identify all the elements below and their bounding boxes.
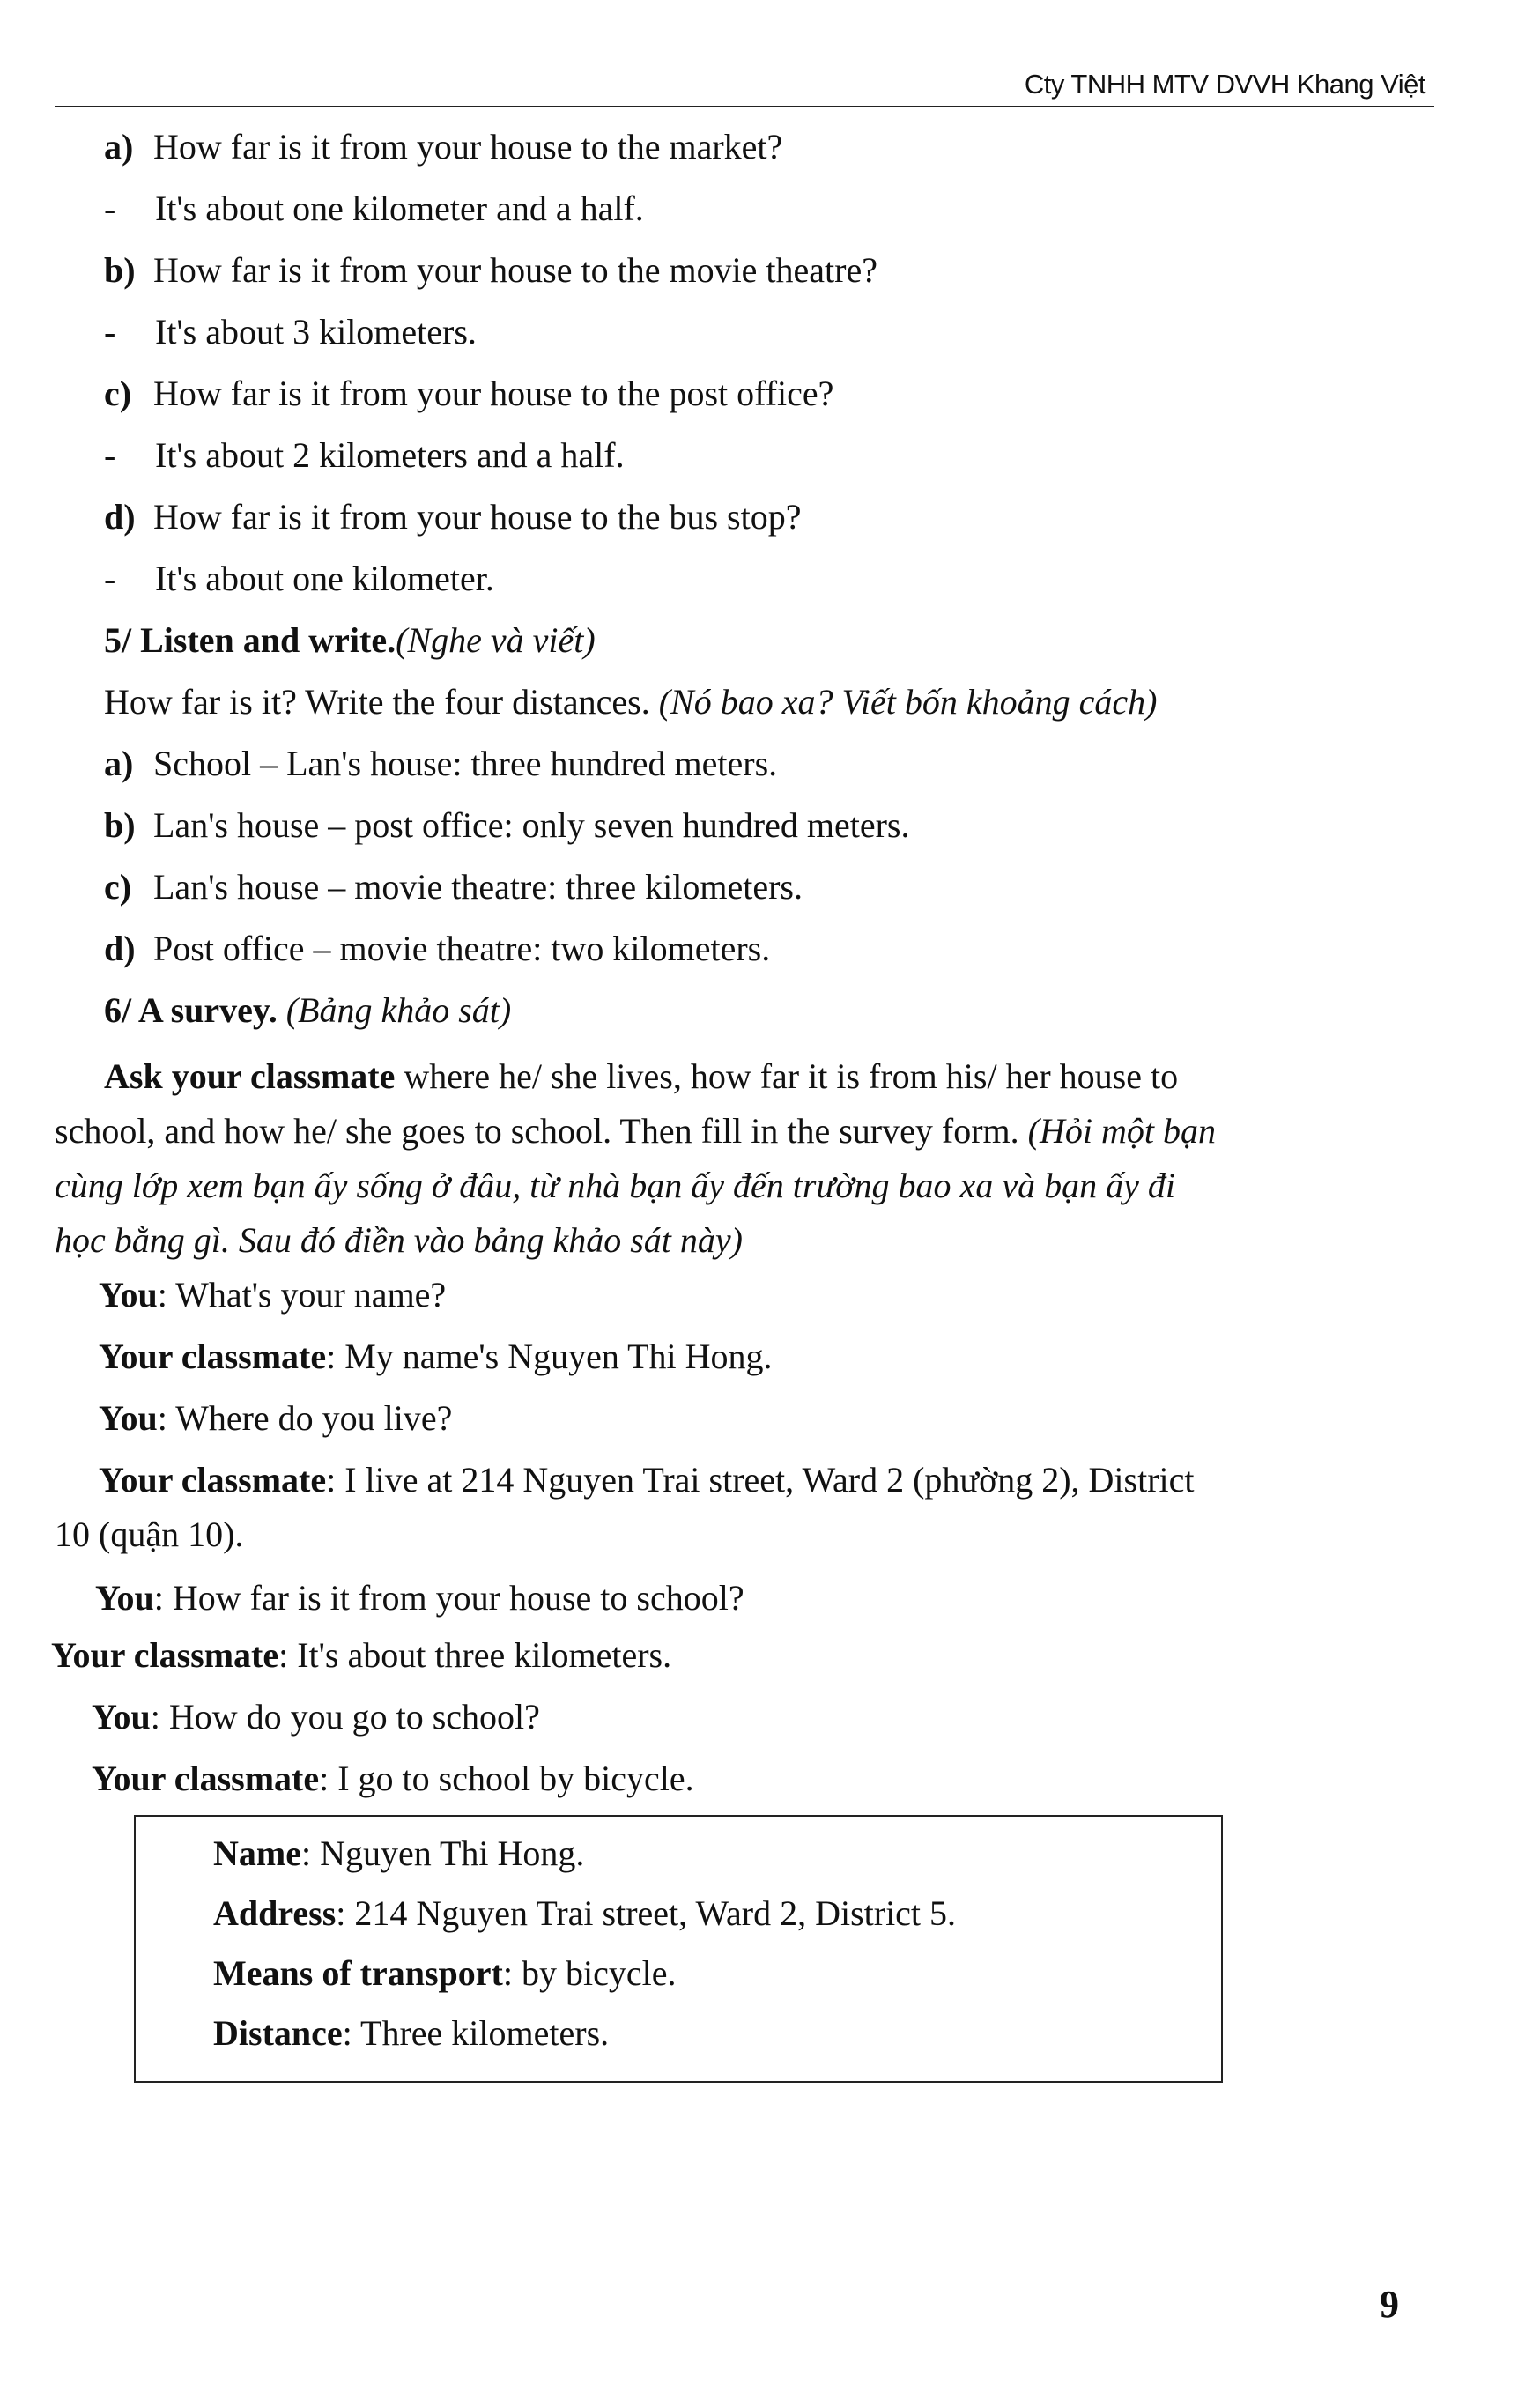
form-name: Name: Nguyen Thi Hong. — [213, 1833, 585, 1873]
dialogue-line-4-cont: 10 (quận 10). — [55, 1515, 244, 1554]
survey-intro-line-4: học bằng gì. Sau đó điền vào bảng khảo sát này) — [55, 1220, 743, 1260]
survey-intro-line-2: school, and how he/ she goes to school. Then fill in the survey form. (Hỏi một bạn — [55, 1111, 1216, 1151]
section-6-heading: 6/ A survey. (Bảng khảo sát) — [104, 990, 512, 1030]
dialogue-line-8: Your classmate: I go to school by bicycle. — [92, 1759, 694, 1798]
dialogue-line-6: Your classmate: It's about three kilometers. — [51, 1635, 672, 1675]
distance-c: c) Lan's house – movie theatre: three kilometers. — [104, 867, 803, 907]
form-transport: Means of transport: by bicycle. — [213, 1953, 677, 1993]
distance-a: a) School – Lan's house: three hundred meters. — [104, 744, 778, 783]
answer-a: - It's about one kilometer and a half. — [104, 189, 644, 228]
question-c: c) How far is it from your house to the post office? — [104, 374, 834, 413]
header-rule — [55, 106, 1434, 107]
publisher-header: Cty TNHH MTV DVVH Khang Việt — [1024, 69, 1425, 100]
dialogue-line-3: You: Where do you live? — [99, 1398, 453, 1438]
dialogue-line-7: You: How do you go to school? — [92, 1697, 540, 1737]
page-number: 9 — [1380, 2283, 1399, 2326]
question-a: a) How far is it from your house to the market? — [104, 127, 783, 167]
answer-c: - It's about 2 kilometers and a half. — [104, 435, 625, 475]
form-distance: Distance: Three kilometers. — [213, 2013, 610, 2053]
answer-b: - It's about 3 kilometers. — [104, 312, 477, 352]
dialogue-line-4: Your classmate: I live at 214 Nguyen Trai street, Ward 2 (phường 2), District — [99, 1460, 1195, 1500]
dialogue-line-2: Your classmate: My name's Nguyen Thi Hong. — [99, 1337, 773, 1376]
survey-intro-line-3: cùng lớp xem bạn ấy sống ở đâu, từ nhà bạn ấy đến trường bao xa và bạn ấy đi — [55, 1166, 1175, 1205]
section-5-heading: 5/ Listen and write.(Nghe và viết) — [104, 620, 596, 660]
survey-form — [134, 1815, 1223, 2083]
answer-d: - It's about one kilometer. — [104, 559, 494, 598]
survey-intro-line-1: Ask your classmate where he/ she lives, how far it is from his/ her house to — [104, 1056, 1179, 1096]
question-b: b) How far is it from your house to the movie theatre? — [104, 250, 877, 290]
section-5-instruction: How far is it? Write the four distances. (Nó bao xa? Viết bốn khoảng cách) — [104, 682, 1158, 722]
question-d: d) How far is it from your house to the bus stop? — [104, 497, 802, 537]
dialogue-line-1: You: What's your name? — [99, 1275, 447, 1315]
distance-b: b) Lan's house – post office: only seven hundred meters. — [104, 805, 910, 845]
form-address: Address: 214 Nguyen Trai street, Ward 2, District 5. — [213, 1893, 957, 1933]
distance-d: d) Post office – movie theatre: two kilometers. — [104, 929, 771, 968]
dialogue-line-5: You: How far is it from your house to school? — [95, 1578, 744, 1618]
